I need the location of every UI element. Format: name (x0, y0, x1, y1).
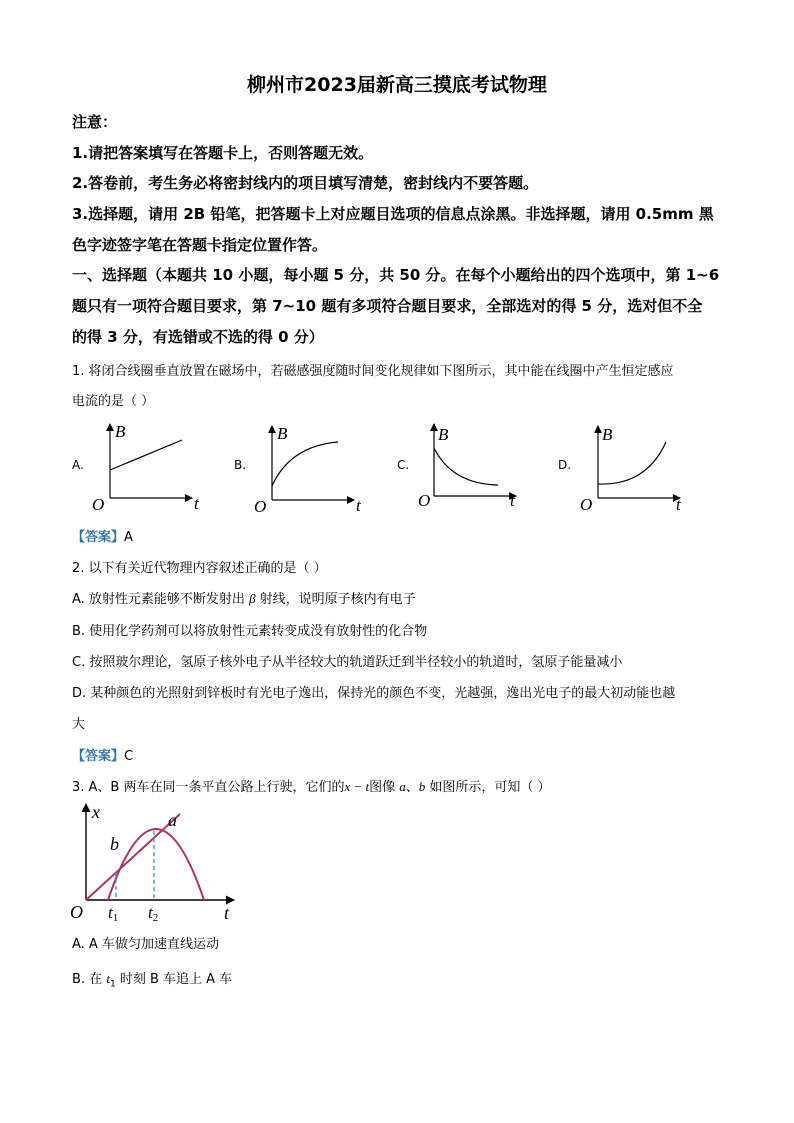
q3-option-a: A. A 车做匀加速直线运动 (72, 937, 219, 952)
decay-curve (434, 448, 498, 485)
linear-curve (110, 440, 182, 470)
x-axis-label: t (676, 495, 681, 514)
y-axis-label: x (92, 802, 100, 822)
q3-stem-text-3: 如图所示，可知（ ） (425, 780, 551, 795)
answer-label: 【答案】 (72, 530, 125, 545)
y-axis-label: B (602, 425, 613, 444)
q2-option-a-text-2: 射线，说明原子核内有电子 (255, 592, 416, 607)
origin-label: O (254, 497, 267, 516)
growth-curve (598, 442, 666, 484)
q3-graph (68, 798, 248, 926)
section1-line-3: 的得 3 分，有选错或不选的得 0 分） (72, 328, 324, 346)
answer-value: A (124, 530, 133, 545)
q1-graph-d (576, 420, 696, 520)
t1-label (108, 903, 118, 924)
origin-label: O (418, 491, 431, 510)
q3-option-b-text-1: B. 在 (72, 972, 107, 987)
origin-label: O (70, 902, 83, 922)
q1-stem-line-1: 1. 将闭合线圈垂直放置在磁场中，若磁感强度随时间变化规律如下图所示，其中能在线圈中产生恒定感应 (72, 364, 674, 379)
t2-subscript: 2 (152, 912, 159, 924)
y-axis-label: B (115, 422, 126, 441)
t2-label (148, 903, 158, 924)
q2-option-a-text-1: A. 放射性元素能够不断发射出 (72, 592, 250, 607)
q3-stem-sep: 、 (405, 780, 419, 795)
q3-option-b-text-2: 时刻 B 车追上 A 车 (115, 972, 233, 987)
q2-option-d-line-1: D. 某种颜色的光照射到锌板时有光电子逸出，保持光的颜色不变，光越强，逸出光电子的最大初动能也越 (72, 686, 676, 701)
answer-label: 【答案】 (72, 749, 125, 764)
xt-symbol: x − t (344, 779, 370, 794)
y-axis-label: B (277, 424, 288, 443)
t1-inline-symbol: t (106, 971, 110, 986)
page-title: 柳州市2023届新高三摸底考试物理 (247, 74, 547, 96)
beta-symbol: β (249, 591, 256, 606)
t1-symbol: t (108, 903, 113, 922)
x-axis-label: t (194, 494, 199, 513)
q2-option-b: B. 使用化学药剂可以将放射性元素转变成没有放射性的化合物 (72, 624, 428, 639)
q1-stem-line-2: 电流的是（ ） (72, 394, 155, 409)
origin-label: O (92, 495, 105, 514)
notice-item-2: 2.答卷前，考生务必将密封线内的项目填写清楚，密封线内不要答题。 (72, 174, 539, 192)
symbol-b: b (418, 779, 426, 794)
notice-heading: 注意： (72, 113, 118, 131)
increasing-curve (272, 442, 338, 486)
section1-line-2: 题只有一项符合题目要求，第 7~10 题有多项符合题目要求，全部选对的得 5 分，选对但不全 (72, 297, 703, 315)
q1-option-a-label: A. (72, 458, 84, 472)
x-axis-label: t (356, 496, 361, 515)
t1-inline-subscript: 1 (109, 979, 116, 990)
x-axis-label: t (224, 903, 230, 923)
q2-answer (72, 745, 133, 764)
t2-symbol: t (148, 903, 153, 922)
notice-item-3-cont: 色字迹签字笔在答题卡指定位置作答。 (72, 236, 328, 254)
x-axis-label: t (510, 491, 515, 510)
q2-option-c: C. 按照玻尔理论，氢原子核外电子从半径较大的轨道跃迁到半径较小的轨道时，氢原子能量减小 (72, 655, 623, 670)
q2-option-d-line-2: 大 (72, 717, 86, 732)
q1-option-d-label: D. (558, 458, 572, 472)
curve-b (108, 829, 204, 900)
y-axis-label: B (438, 425, 449, 444)
q1-graph-a (88, 418, 208, 518)
notice-item-1: 1.请把答案填写在答题卡上，否则答题无效。 (72, 144, 374, 162)
symbol-a: a (399, 779, 406, 794)
q1-answer (72, 526, 133, 545)
t1-subscript: 1 (112, 912, 119, 924)
q1-graph-b (250, 420, 370, 520)
curve-a-label: a (168, 810, 177, 830)
q2-option-a (72, 588, 416, 607)
notice-item-3: 3.选择题，请用 2B 铅笔，把答题卡上对应题目选项的信息点涂黑。非选择题，请用 0.5mm 黑 (72, 205, 714, 223)
q3-stem-text-1: 3. A、B 两车在同一条平直公路上行驶，它们的 (72, 780, 345, 795)
q3-stem-text-2: 图像 (369, 780, 400, 795)
q1-graph-c (412, 418, 532, 518)
q1-option-b-label: B. (234, 458, 247, 472)
q2-stem: 2. 以下有关近代物理内容叙述正确的是（ ） (72, 561, 327, 576)
q3-stem (72, 776, 551, 795)
line-a (86, 814, 180, 900)
origin-label: O (580, 495, 593, 514)
q3-option-b (72, 968, 232, 990)
curve-b-label: b (110, 834, 119, 854)
answer-value: C (124, 749, 134, 764)
section1-line-1: 一、选择题（本题共 10 小题，每小题 5 分，共 50 分。在每个小题给出的四个选项中，第 1~6 (72, 266, 720, 284)
q1-option-c-label: C. (397, 458, 410, 472)
